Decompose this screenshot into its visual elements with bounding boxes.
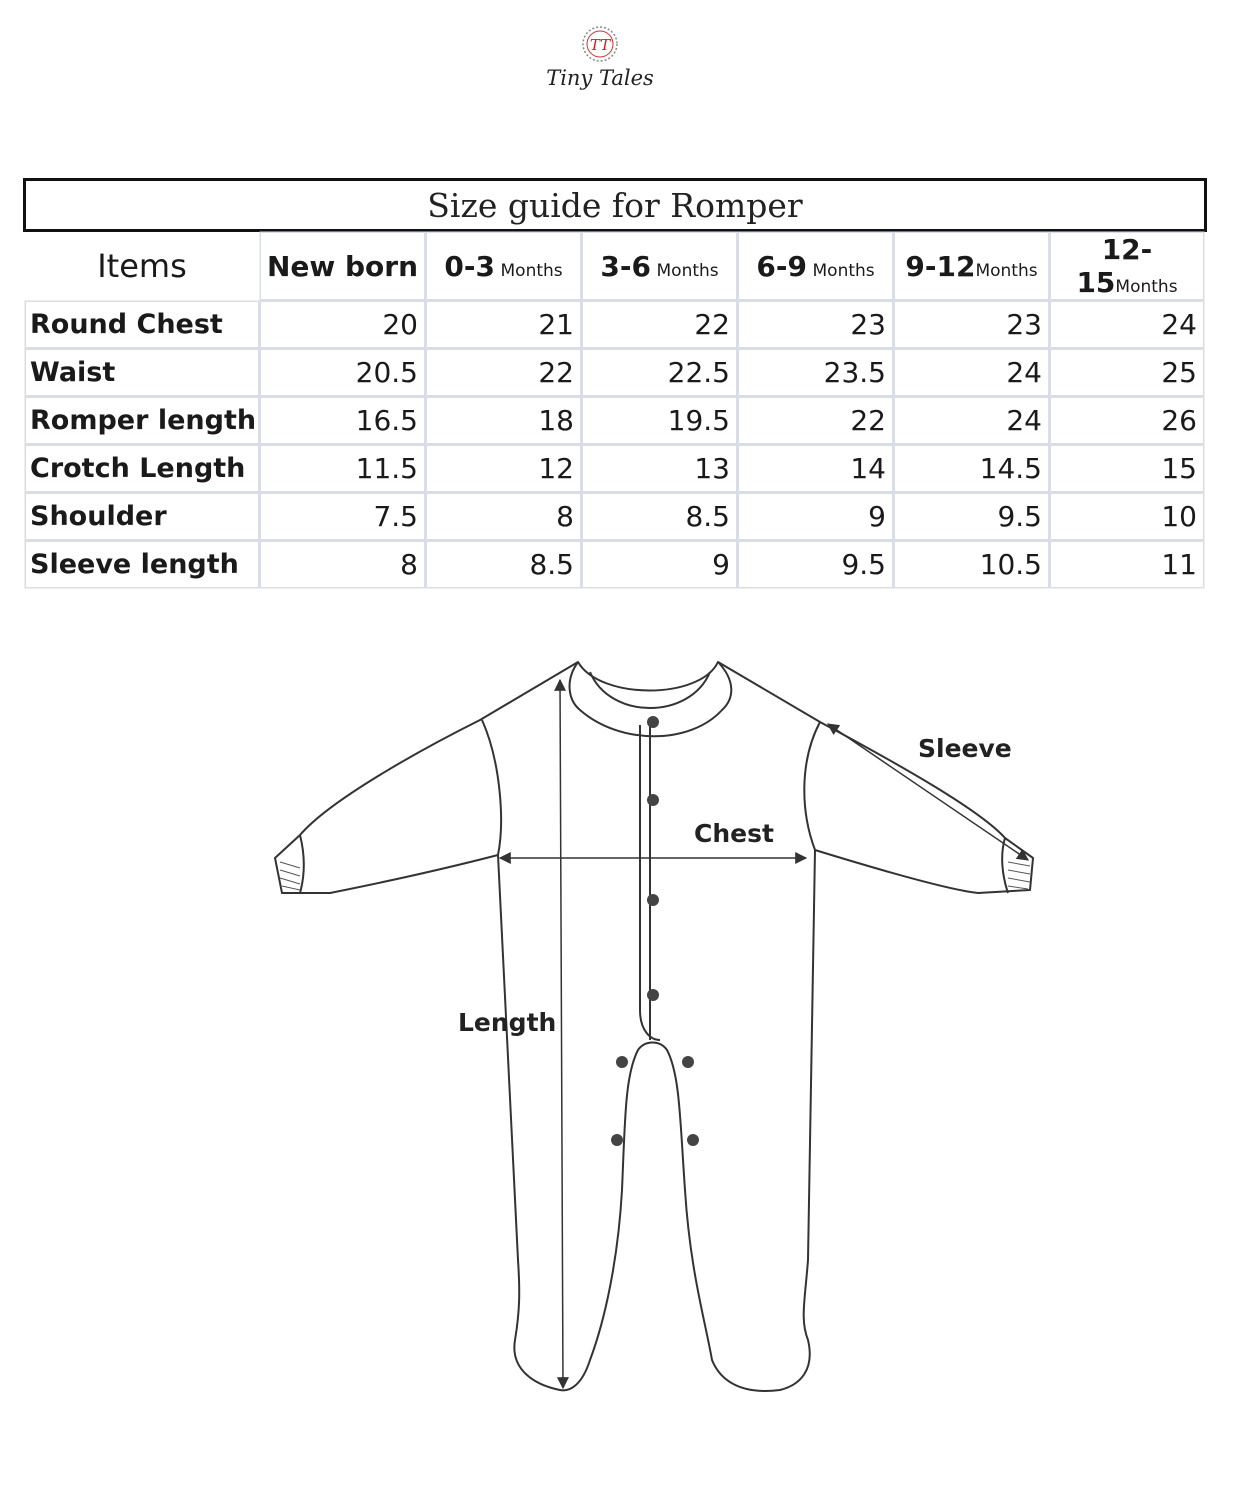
table-cell: 14.5: [895, 446, 1048, 491]
table-cell: 9.5: [739, 542, 892, 587]
table-cell: 20: [261, 302, 424, 347]
table-cell: 11.5: [261, 446, 424, 491]
table-cell: 10.5: [895, 542, 1048, 587]
size-table: [23, 230, 1206, 590]
table-cell: 16.5: [261, 398, 424, 443]
header-size-col: 12-15Months: [1051, 233, 1203, 299]
table-cell: 7.5: [261, 494, 424, 539]
table-cell: 24: [1051, 302, 1203, 347]
table-cell: 11: [1051, 542, 1203, 587]
table-row: [26, 446, 1203, 491]
header-newborn: New born: [261, 233, 424, 299]
table-row: [26, 302, 1203, 347]
table-cell: 24: [895, 398, 1048, 443]
table-cell: 8: [261, 542, 424, 587]
table-cell: 10: [1051, 494, 1203, 539]
romper-outline: [275, 662, 1033, 1391]
table-row: [26, 350, 1203, 395]
table-cell: 24: [895, 350, 1048, 395]
header-size-col: 3-6 Months: [583, 233, 736, 299]
table-cell: 26: [1051, 398, 1203, 443]
logo-monogram: TT: [589, 36, 611, 54]
chest-label: Chest: [694, 819, 774, 848]
table-cell: 23.5: [739, 350, 892, 395]
table-cell: 9: [583, 542, 736, 587]
table-cell: 23: [739, 302, 892, 347]
romper-diagram: [0, 600, 1250, 1420]
table-row: [26, 398, 1203, 443]
logo-emblem-icon: [578, 24, 622, 64]
row-label: Round Chest: [26, 302, 258, 347]
brand-name: Tiny Tales: [546, 66, 654, 90]
length-arrow: [560, 680, 563, 1388]
table-cell: 18: [427, 398, 580, 443]
row-label: Romper length: [26, 398, 258, 443]
table-cell: 25: [1051, 350, 1203, 395]
cuff-ribbing: [280, 862, 1030, 890]
table-cell: 13: [583, 446, 736, 491]
brand-logo: [540, 24, 660, 94]
table-cell: 22.5: [583, 350, 736, 395]
table-cell: 19.5: [583, 398, 736, 443]
row-label: Crotch Length: [26, 446, 258, 491]
sleeve-label: Sleeve: [918, 734, 1012, 763]
table-cell: 8.5: [583, 494, 736, 539]
table-cell: 21: [427, 302, 580, 347]
table-cell: 22: [739, 398, 892, 443]
snap-buttons: [611, 716, 699, 1146]
table-cell: 12: [427, 446, 580, 491]
header-items: Items: [26, 233, 258, 299]
length-label: Length: [458, 1008, 557, 1037]
table-cell: 8.5: [427, 542, 580, 587]
table-cell: 14: [739, 446, 892, 491]
size-guide-title: Size guide for Romper: [23, 178, 1207, 232]
table-cell: 23: [895, 302, 1048, 347]
table-cell: 20.5: [261, 350, 424, 395]
table-cell: 8: [427, 494, 580, 539]
table-row: [26, 542, 1203, 587]
table-cell: 22: [427, 350, 580, 395]
table-cell: 15: [1051, 446, 1203, 491]
row-label: Waist: [26, 350, 258, 395]
table-cell: 9: [739, 494, 892, 539]
header-size-col: 0-3 Months: [427, 233, 580, 299]
header-size-col: 6-9 Months: [739, 233, 892, 299]
table-cell: 9.5: [895, 494, 1048, 539]
table-cell: 22: [583, 302, 736, 347]
row-label: Sleeve length: [26, 542, 258, 587]
table-row: [26, 494, 1203, 539]
row-label: Shoulder: [26, 494, 258, 539]
table-header-row: [26, 233, 1203, 299]
header-size-col: 9-12Months: [895, 233, 1048, 299]
